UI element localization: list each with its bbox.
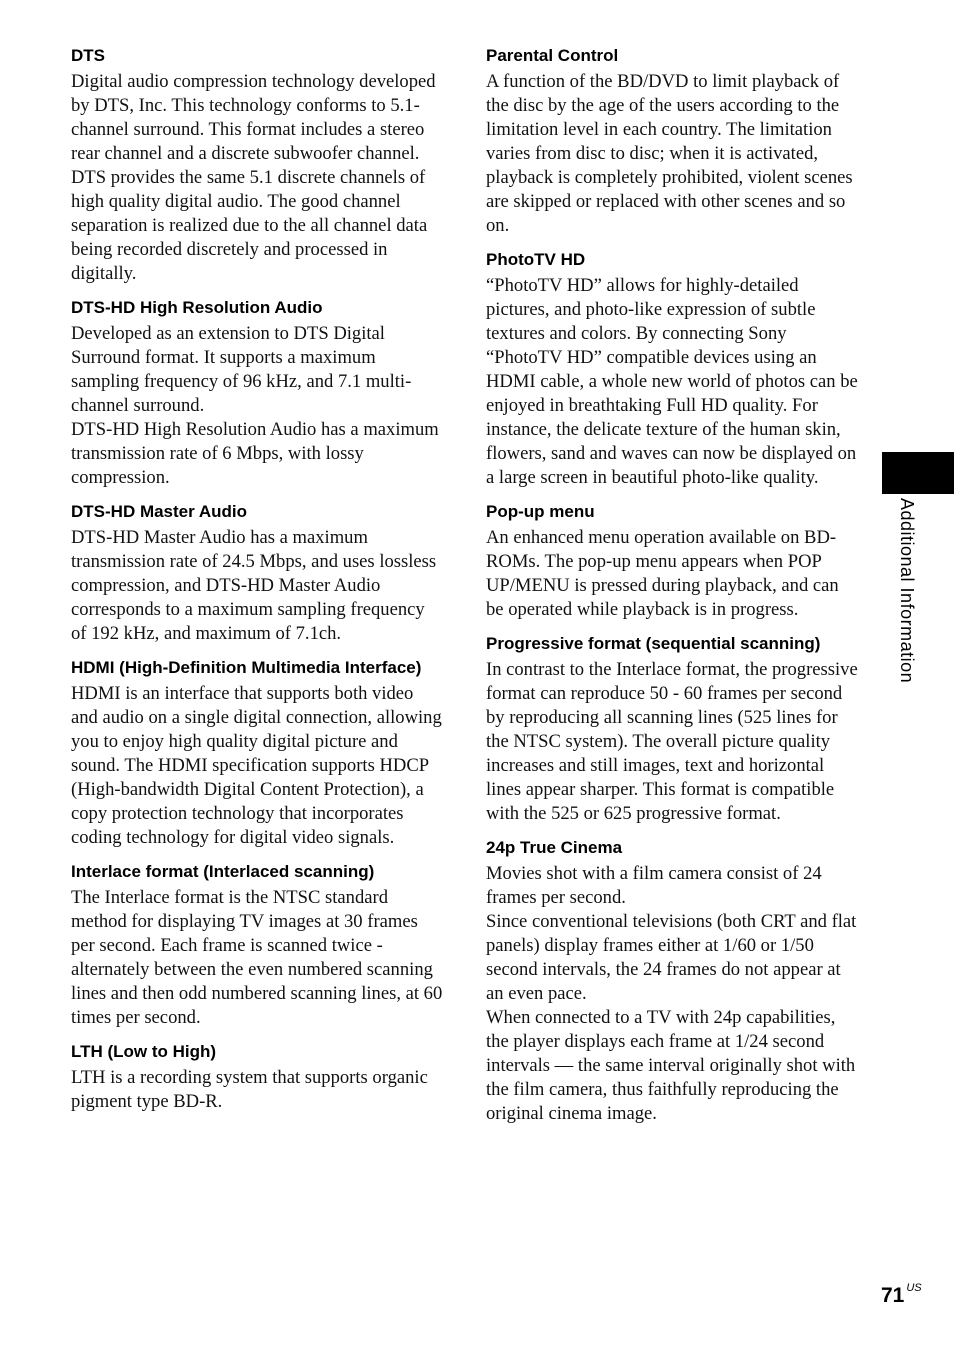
page-number [881,1284,922,1308]
glossary-definition: The Interlace format is the NTSC standard method for displaying TV images at 30 frames per second. Each frame is scanned twice - alternately between the even numbered scanning lines and then odd numbered scanning lines, at 60 times per second. [71,887,443,1028]
section-tab-label: Additional Information [897,498,917,684]
glossary-entry [486,632,858,826]
glossary-definition: Movies shot with a film camera consist of 24 frames per second. [486,863,822,908]
glossary-definition: An enhanced menu operation available on BD-ROMs. The pop-up menu appears when POP UP/MENU is pressed during playback, and can be operated while playback is in progress. [486,527,839,620]
page-region-suffix: US [906,1282,922,1294]
glossary-entry [486,248,858,490]
glossary-entry [486,44,858,238]
glossary-entry [71,860,443,1030]
glossary-term: DTS-HD High Resolution Audio [71,298,323,317]
glossary-term: Progressive format (sequential scanning) [486,634,821,653]
glossary-definition: In contrast to the Interlace format, the progressive format can reproduce 50 - 60 frames per second by reproducing all scanning lines (525 lines for the NTSC system). The overall picture quality increases and still images, text and horizontal lines appear sharper. This format is compatible with the 525 or 625 progressive format. [486,659,858,824]
glossary-definition: Digital audio compression technology developed by DTS, Inc. This technology conforms to 5.1-channel surround. This format includes a stereo rear channel and a discrete subwoofer channel. DTS provides the same 5.1 discrete channels of high quality digital audio. The good channel separation is realized due to the all channel data being recorded discretely and processed in digitally. [71,71,436,284]
glossary-definition: Developed as an extension to DTS Digital Surround format. It supports a maximum sampling frequency of 96 kHz, and 7.1 multi-channel surround. [71,323,412,416]
left-column [71,44,443,1124]
glossary-entry [71,296,443,490]
glossary-definition: LTH is a recording system that supports organic pigment type BD-R. [71,1067,428,1112]
glossary-definition: HDMI is an interface that supports both video and audio on a single digital connection, allowing you to enjoy high quality digital picture and sound. The HDMI specification supports HDCP (High-bandwidth Digital Content Protection), a copy protection technology that incorporates coding technology for digital video signals. [71,683,442,848]
glossary-term: LTH (Low to High) [71,1042,217,1061]
glossary-term: 24p True Cinema [486,838,623,857]
glossary-term: Interlace format (Interlaced scanning) [71,862,375,881]
right-column [486,44,858,1136]
glossary-term: HDMI (High-Definition Multimedia Interface) [71,658,422,677]
page-number-value: 71 [881,1284,905,1307]
glossary-term: PhotoTV HD [486,250,586,269]
glossary-definition: Since conventional televisions (both CRT and flat panels) display frames either at 1/60 or 1/50 second intervals, the 24 frames do not appear at an even pace. [486,911,857,1004]
glossary-entry [71,500,443,646]
glossary-definition: When connected to a TV with 24p capabilities, the player displays each frame at 1/24 second intervals — the same interval originally shot with the film camera, thus faithfully reproducing the original cinema image. [486,1007,856,1124]
glossary-term: DTS-HD Master Audio [71,502,247,521]
glossary-definition: DTS-HD High Resolution Audio has a maximum transmission rate of 6 Mbps, with lossy compression. [71,419,439,488]
glossary-entry [486,500,858,622]
glossary-term: DTS [71,46,105,65]
glossary-definition: A function of the BD/DVD to limit playback of the disc by the age of the users according to the limitation level in each country. The limitation varies from disc to disc; when it is activated, playback is completely prohibited, violent scenes are skipped or replaced with other scenes and so on. [486,71,853,236]
glossary-definition: “PhotoTV HD” allows for highly-detailed pictures, and photo-like expression of subtle textures and colors. By connecting Sony “PhotoTV HD” compatible devices using an HDMI cable, a whole new world of photos can be enjoyed in breathtaking Full HD quality. For instance, the delicate texture of the human skin, flowers, sand and waves can now be displayed on a large screen in beautiful photo-like quality. [486,275,858,488]
glossary-term: Parental Control [486,46,619,65]
glossary-entry [486,836,858,1126]
glossary-entry [71,1040,443,1114]
glossary-definition: DTS-HD Master Audio has a maximum transmission rate of 24.5 Mbps, and uses lossless compression, and DTS-HD Master Audio corresponds to a maximum sampling frequency of 192 kHz, and maximum of 7.1ch. [71,527,437,644]
glossary-entry [71,44,443,286]
section-tab [882,452,954,494]
glossary-entry [71,656,443,850]
glossary-term: Pop-up menu [486,502,595,521]
